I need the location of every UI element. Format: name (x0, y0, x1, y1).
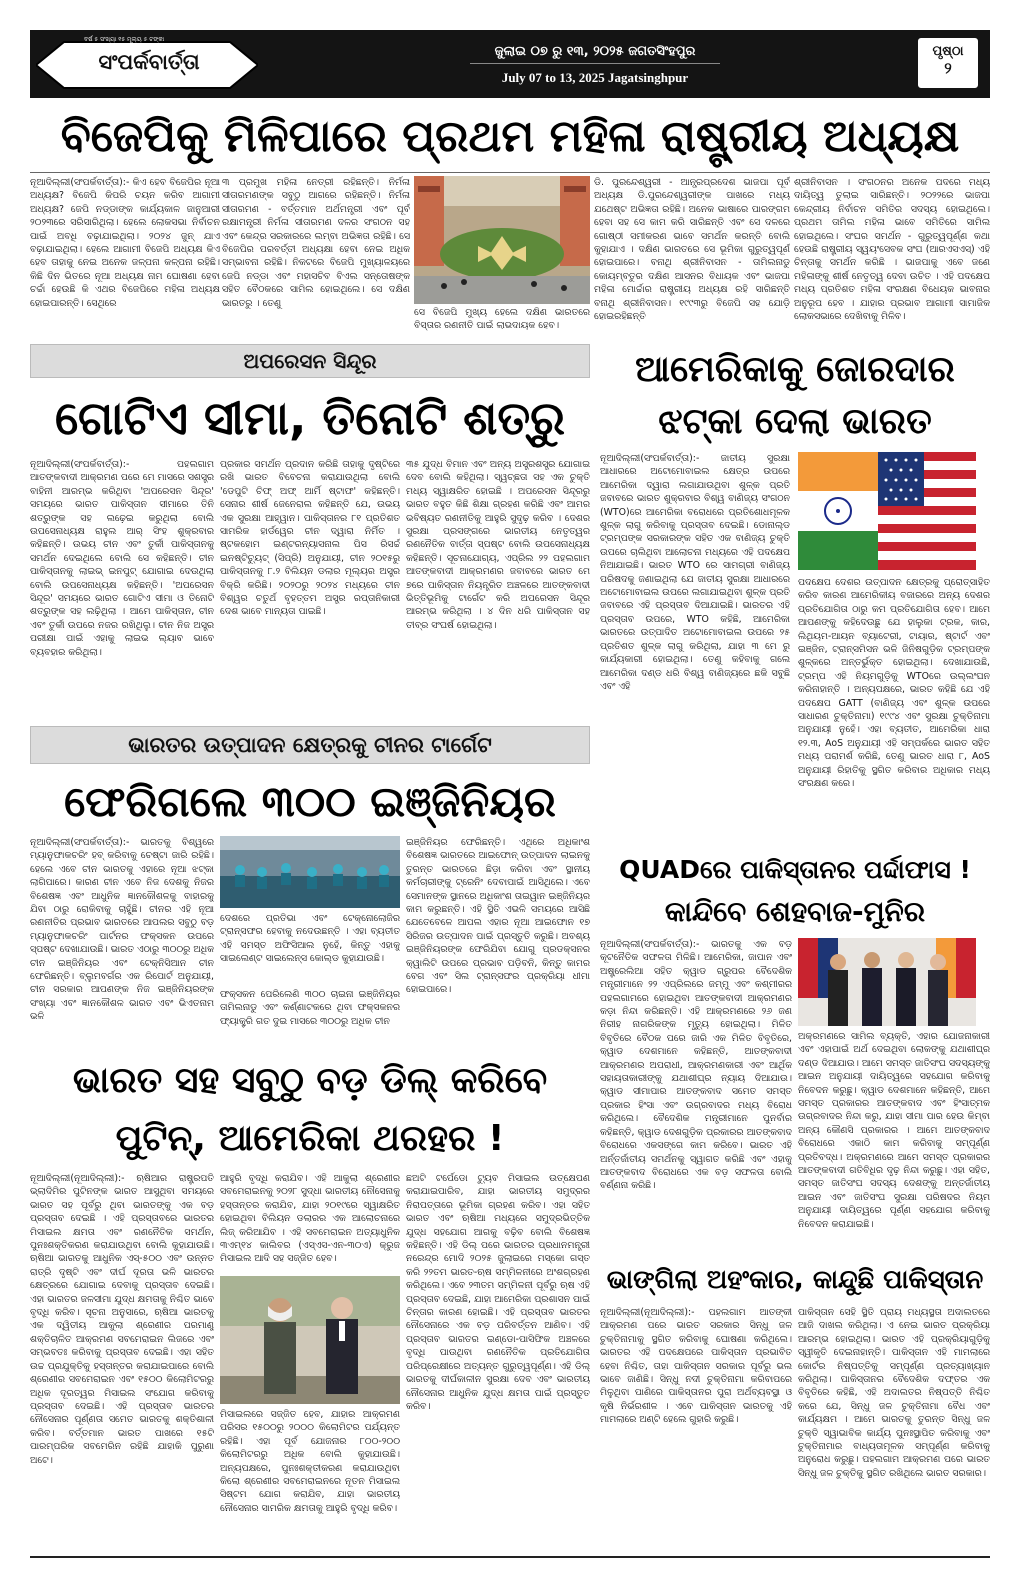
sindoor-headline: ଗୋଟିଏ ସୀମା, ତିନୋଟି ଶତ୍ରୁ (54, 391, 566, 445)
issue-date-english: July 07 to 13, 2025 Jagatsinghpur (501, 70, 689, 85)
lead-column-4: ଡି. ପୁରନ୍ଦେଶ୍ୱରୀ - ଆନ୍ଧ୍ରପ୍ରଦେଶ ଭାଜପା ପୂର୍ବ ଅଧ୍ୟକ୍ଷ ଡି.ପୁରନ୍ଦେଶ୍ୱରୀଙ୍କ ପାଖରେ ମଧ୍ୟ ଯଥେଷ୍ଟ ଅଭିଜ୍ଞତା ରହିଛି। ଅନେକ ଭାଷାରେ ପାରଙ୍ଗମ ହେବା ସହ ସେ କାମ କରି ସାରିଛନ୍ତି ଏବଂ ସେ ଦଳରେ ଗୋଷ୍ଠୀ ସମୀକରଣ ଭାବେ ସମର୍ଥନ କରନ୍ତି ବୋଲି କୁହାଯାଏ । ଦକ୍ଷିଣ ଭାରତରେ ସେ ଭୂମିକା ଗୁରୁତ୍ୱପୂର୍ଣ ହୋଇପାରେ। ବନାଥି ଶ୍ରୀନିବାସନ - ତାମିଲନାଡୁ କୋୟମ୍ବତୁର ଦକ୍ଷିଣ ଆସନର ବିଧାୟକ ଏବଂ ଭାଜପା ମହିଳା ମୋର୍ଚ୍ଚାର ରାଷ୍ଟ୍ରୀୟ ଅଧ୍ୟକ୍ଷ ରହି ସାରିଛନ୍ତି ବନାଥି ଶ୍ରୀନିବାସନ। ୧୯୯୩ରୁ ବିଜେପି ସହ ଯୋଡ଼ି ହୋଇରହିଛନ୍ତି (594, 177, 790, 323)
quad-column-2: ଅକ୍ରମଣରେ ସାମିଲ ବ୍ୟକ୍ତି, ଏହାର ଯୋଜନାକାରୀ ଏବଂ ଏହାପାଇଁ ଅର୍ଥ ଦେଇଥିବା ଲୋକଙ୍କୁ ଯଥାଶୀଘ୍ର ଦଣ୍ଡ ଦିଆଯାଉ। ଆମେ ସମସ୍ତ ଜାତିସଂଘ ସଦସ୍ୟଙ୍କୁ ଆଇନ ଅନୁଯାୟୀ ଦାୟିତ୍ୱରେ ସହଯୋଗ କରିବାକୁ ନିବେଦନ କରୁଛୁ। କ୍ୱାଡ ଦେଶମାନେ କହିଛନ୍ତି, ଆମେ ସମସ୍ତ ପ୍ରକାରର ଆତଙ୍କବାଦ ଏବଂ ହିଂସାତ୍ମକ ଉଗ୍ରବାଦର ନିନ୍ଦା କରୁ, ଯାହା ସୀମା ପାର ହେଉ କିମ୍ବା ଅନ୍ୟ କୌଣସି ପ୍ରକାରର । ଆମେ ଆତଙ୍କବାଦ ବିରୋଧରେ ଏକାଠି କାମ କରିବାକୁ ସମ୍ପୂର୍ଣ୍ଣ ପ୍ରତିବଦ୍ଧ। ଅକ୍ରମଣରେ ଆମେ ସମସ୍ତ ପ୍ରକାରର ଆତଙ୍କବାଦୀ ଗତିବିଧିର ଦୃଢ଼ ନିନ୍ଦା କରୁଛୁ। ଏହା ସହିତ, ସମସ୍ତ ଜାତିସଂଘ ସଦସ୍ୟ ଦେଶଙ୍କୁ ଅନ୍ତର୍ଜାତୀୟ ଆଇନ ଏବଂ ଜାତିସଂଘ ସୁରକ୍ଷା ପରିଷଦର ନିୟମ ଅନୁଯାୟୀ ଦାୟିତ୍ୱରେ ପୂର୍ଣ୍ଣ ସହଯୋଗ କରିବାକୁ ନିବେଦନ କରାଯାଇଛି। (798, 1031, 990, 1230)
sindoor-band: ଅପରେସନ ସିନ୍ଦୂର (30, 344, 590, 378)
pakistan-column-1: ନୂଆଦିଲ୍ଲୀ(ନୂଆଦିଲ୍ଲୀ):- ପହଲଗାମ ଆତଙ୍କୀ ଆକ୍ରମଣ ପରେ ଭାରତ ସରକାର ସିନ୍ଧୁ ଜଳ ଚୁକ୍ତିନାମାକୁ ସ୍ଥଗିତ କରିବାକୁ ଘୋଷଣା କରିଥିଲେ। ଭାରତର ଏହି ପଦକ୍ଷେପରେ ପାକିସ୍ତାନ ପ୍ରଭାବିତ ହେବା ନିଶ୍ଚିତ, ତାହା ପାକିସ୍ତାନ ସରକାର ପୂର୍ବରୁ ଭଲ ଭାବେ ଜାଣିଛି। ସିନ୍ଧୁ ନଦୀ ଚୁକ୍ତିନାମା କରିବାପରେ ମିଳୁଥିବା ପାଣିରେ ପାକିସ୍ତାନର ପୁରା ଅର୍ଥବ୍ୟବସ୍ଥା ଓ କୃଷି ନିର୍ଭରଶୀଳ । ଏବେ ପାକିସ୍ତାନ ଭାରତକୁ ଏହି ମାମଲାରେ ଅଣ୍ଟି ହେଲେ ଗୁହାରି କରୁଛି। (600, 1307, 792, 1426)
india-usa-flags-photo (798, 452, 976, 570)
modi-putin-illustration (220, 1276, 400, 1404)
sindoor-column-2: ପ୍ରକାର ସମର୍ଥନ ପ୍ରଦାନ କରିଛି ତାହାକୁ ଦୃଷ୍ଟିରେ ରଖି ଭାରତ ବିବେଚନା କରାଯାଉଥିଲା ବୋଲି 'ଡେପୁଟି ଚିଫ୍ ଅଫ୍ ଆର୍ମି ଷ୍ଟାଫ' କହିଛନ୍ତି। ସେନାର ଶୀର୍ଷ ଜେନେରାଲ କହିଛନ୍ତି ଯେ, ଉଭୟ ଏକ ସୁରକ୍ଷା ଆହ୍ୱାନ। ପାକିସ୍ତାନର ୮୧ ପ୍ରତିଶତ ସାମରିକ ହାର୍ଡୱେର ଚୀନ ଦ୍ୱାରା ନିର୍ମିତ । ଷ୍ଟକହୋମ ଇଣ୍ଟରନ୍ୟାସନାଲ ପିସ ରିସର୍ଚ୍ଚ ଇନଷ୍ଟିଚ୍ୟୁଟ୍ (ସିପ୍ରି) ଅନୁଯାୟୀ, ଚୀନ ୨୦୧୫ରୁ ପାକିସ୍ତାନକୁ ୮.୨ ବିଲିୟନ ଡଲାର ମୂଲ୍ୟର ଅସ୍ତ୍ର ବିକ୍ରି କରିଛି। ୨୦୨୦ରୁ ୨୦୨୪ ମଧ୍ୟରେ ଚୀନ ବିଶ୍ୱର ଚତୁର୍ଥ ବୃହତ୍ତମ ଅସ୍ତ୍ର ରପ୍ତାନିକାରୀ ଦେଶ ଭାବେ ମାନ୍ୟତା ପାଇଛି। (220, 459, 400, 618)
quad-column-1: ନୂଆଦିଲ୍ଲୀ(ସଂପର୍କବାର୍ତ୍ତା):- ଭାରତକୁ ଏକ ବଡ଼ କୂଟନୈତିକ ସଫଳତା ମିଳିଛି। ଆମେରିକା, ଜାପାନ ଏବଂ ଅଷ୍ଟ୍ରେଲିଆ ସହିତ କ୍ୱାଡ ଗ୍ରୁପର ବୈଦେଶିକ ମନ୍ତ୍ରୀମାନେ ୨୨ ଏପ୍ରିଲରେ ଜମ୍ମୁ ଏବଂ କଶ୍ମୀରର ପହଲଗାମରେ ହୋଇଥିବା ଆତଙ୍କବାଦୀ ଆକ୍ରମଣର କଡ଼ା ନିନ୍ଦା କରିଛନ୍ତି। ଏହି ଆକ୍ରମଣରେ ୨୬ ଜଣ ନିରୀହ ନାଗରିକଙ୍କ ମୃତ୍ୟୁ ହୋଇଥିଲା। ମିଳିତ ବିବୃତିରେ ବୈଠକ ପରେ ଜାରି ଏକ ମିଳିତ ବିବୃତିରେ, କ୍ୱାଡ ଦେଶମାନେ କହିଛନ୍ତି, ଆତଙ୍କବାଦୀ ଆକ୍ରମଣର ଅପରାଧୀ, ଆକ୍ରମଣକାରୀ ଏବଂ ଆର୍ଥିକ ସହାୟତାକାରୀଙ୍କୁ ଯଥାଶୀଘ୍ର ନ୍ୟାୟ ଦିଆଯାଉ। କ୍ୱାଡ ସୀମାପାର ଆତଙ୍କବାଦ ସମେତ ସମସ୍ତ ପ୍ରକାର ହିଂସା ଏବଂ ଉଗ୍ରବାଦର ମଧ୍ୟ ବିରୋଧ କରିଥିଲେ। ବୈଦେଶିକ ମନ୍ତ୍ରୀମାନେ ପୁନର୍ବାର କହିଛନ୍ତି, କ୍ୱାଡ ଦେଶଗୁଡ଼ିକ ପ୍ରକାରର ଆତଙ୍କବାଦ ବିରୋଧରେ ଏକସଙ୍ଗେ କାମ କରିବେ। ଭାରତ ଏହି ଅର୍ନ୍ତର୍ଜାତୀୟ ସମର୍ଥନକୁ ସ୍ୱାଗତ କରିଛି ଏବଂ ଏହାକୁ ଆତଙ୍କବାଦ ବିରୋଧରେ ଏକ ବଡ଼ ସଫଳତା ବୋଲି ବର୍ଣ୍ଣନା କରିଛି। (600, 939, 792, 1192)
engineer-column-2: ଫକ୍ସକନ ପେରିଲେଣି ୩୦୦ ଚାଇନା ଇଞ୍ଜିନିୟର ତାମିଲନାଡୁ ଏବଂ କର୍ଣ୍ଣାଟକରେ ଥିବା ଫକ୍ସକନର ଫ୍ୟାକ୍ଟ୍ରି ଗତ ଦୁଇ ମାସରେ ୩୦୦ରୁ ଅଧିକ ଚୀନ (220, 989, 400, 1027)
quad-headline-line1: QUADରେ ପାକିସ୍ତାନର ପର୍ଦ୍ଦାଫାସ ! (619, 855, 971, 884)
logo-tagline: ବର୍ଷ ୫ ସଂଖ୍ୟା ୧୫ ମୂଲ୍ୟ ୫ ଟଙ୍କା (84, 36, 165, 43)
sindoor-column-1: ନୂଆଦିଲ୍ଲୀ(ସଂପର୍କବାର୍ତ୍ତା):- ପହଲଗାମ ଆତଙ୍କବାଦୀ ଆକ୍ରମଣ ପରେ ମେ ମାସରେ ସଶସ୍ତ୍ର ବାହିନୀ ଆରମ୍ଭ କରିଥିବା 'ଅପରେସନ ସିନ୍ଦୂର' ସମୟରେ ଭାରତ ପାକିସ୍ତାନ ସୀମାରେ ତିନି ଶତ୍ରୁଙ୍କ ସହ ଲଢ଼େଇ କରୁଥିଲା ବୋଲି ଉପସେନାଧ୍ୟକ୍ଷ ରାହୁଲ ଆର୍ ସିଂହ ଶୁକ୍ରବାର କହିଛନ୍ତି। ଉଭୟ ଚୀନ ଏବଂ ତୁର୍କୀ ପାକିସ୍ତାନକୁ ସମର୍ଥନ ଦେଇଥିଲେ ବୋଲି ସେ କହିଛନ୍ତି। ଚୀନ ପାକିସ୍ତାନକୁ ଲାଇଭ୍ ଇନପୁଟ୍ ଯୋଗାଇ ଦେଉଥିଲା ବୋଲି ଉପସେନାଧ୍ୟକ୍ଷ କହିଛନ୍ତି। 'ଅପରେସନ ସିନ୍ଦୂର' ସମୟରେ ଭାରତ ଗୋଟିଏ ସୀମା ଓ ତିନୋଟି ଶତ୍ରୁଙ୍କ ସହ ଲଢ଼ିଥିଲା । ଆମେ ପାକିସ୍ତାନ, ଚୀନ ଏବଂ ତୁର୍କୀ ଉପରେ ନଜର ରଖିଥିଲୁ। ଚୀନ ନିଜ ଅସ୍ତ୍ର ପରୀକ୍ଷା ପାଇଁ ଏହାକୁ ଲାଇଭ ଲ୍ୟାବ ଭାବେ ବ୍ୟବହାର କରିଥିଲା। (30, 459, 214, 658)
sindoor-column-3: ୩୫ ଯୁଦ୍ଧ ବିମାନ ଏବଂ ଅନ୍ୟ ଅସ୍ତ୍ରଶସ୍ତ୍ର ଯୋଗାଇ ଦେବ ବୋଲି କହିଥିଲା। ସ୍ୱଚ୍ଛତା ସହ ଏକ ଚୁକ୍ତି ମଧ୍ୟ ସ୍ୱାକ୍ଷରିତ ହୋଇଛି । ଅପରେସନ ସିନ୍ଦୂରରୁ ଭାରତ ବହୁତ କିଛି ଶିକ୍ଷା ଗ୍ରହଣ କରିଛି ଏବଂ ଆମର ଭବିଷ୍ୟତ ରଣନୀତିକୁ ଆହୁରି ସୁଦୃଢ଼ କରିବ । ଦେଶର ସୁରକ୍ଷା ପ୍ରସଙ୍ଗରେ ଭାରତୀୟ ନେତୃତ୍ୱର ରଣନୈତିକ ବାର୍ତ୍ତା ସ୍ପଷ୍ଟ ବୋଲି ଉପସେନାଧ୍ୟକ୍ଷ କହିଛନ୍ତି। ସୂଚନାଯୋଗ୍ୟ, ଏପ୍ରିଲ ୨୨ ପହଲଗାମ ଆତଙ୍କବାଦୀ ଆକ୍ରମଣର ଜବାବରେ ଭାରତ ମେ ୭ରେ ପାକିସ୍ତାନ ନିୟନ୍ତ୍ରିତ ଅଞ୍ଚଳରେ ଆତଙ୍କବାଦୀ ଭିତ୍ତିଭୂମିକୁ ଟାର୍ଗେଟ କରି ଅପରେସନ ସିନ୍ଦୂର ଆରମ୍ଭ କରିଥିଲା । ୪ ଦିନ ଧରି ପାକିସ୍ତାନ ସହ ତୀବ୍ର ସଂଘର୍ଷ ହୋଇଥିଲା। (406, 459, 590, 631)
america-headline-line1: ଆମେରିକାକୁ ଜୋରଦାର (635, 349, 955, 390)
lead-column-5: ଶ୍ରୀନିବାସନ । ସଂଗଠନର ଅନେକ ପଦରେ ମଧ୍ୟ ଦାୟିତ୍ୱ ତୁଲାଇ ସାରିଛନ୍ତି। ୨୦୨୨ରେ ଭାଜପା କେନ୍ଦ୍ରୀୟ ନିର୍ବାଚନ ସମିତିର ସଦସ୍ୟ ହୋଇଥିଲେ। ପ୍ରଥମ ତାମିଲ ମହିଳା ଭାବେ ସମିତିରେ ସାମିଲ ହୋଇଥିଲେ। ସଂଘର ସମର୍ଥନ - ଗୁରୁତ୍ୱପୂର୍ଣ୍ଣ କଥା ହେଉଛି ରାଷ୍ଟ୍ରୀୟ ସ୍ୱୟଂସେବକ ସଂଘ (ଆରଏସଏସ୍) ଏହି ଚିନ୍ତାକୁ ସମର୍ଥନ କରିଛି । ଭାଜପାକୁ ଏବେ ଜଣେ ମହିଳାଙ୍କୁ ଶୀର୍ଷ ନେତୃତ୍ୱ ଦେବା ଉଚିତ । ଏହି ପଦକ୍ଷେପ ମଧ୍ୟ ପ୍ରତିଶତ ମହିଳା ସଂରକ୍ଷଣ ବିଧେୟକ ଭାବନାର ଅନୁରୂପ ହେବ । ଯାହାର ପ୍ରଭାବ ଆଗାମୀ ସାମାଜିକ ଲୋକସଭାରେ ଦେଖିବାକୁ ମିଳିବ। (794, 177, 990, 323)
quad-ministers-photo (798, 938, 976, 1026)
date-divider (470, 63, 720, 64)
quad-ministers-illustration (798, 938, 976, 1026)
engineer-headline: ଫେରିଗଲେ ୩୦୦ ଇଞ୍ଜିନିୟର (64, 777, 556, 826)
america-column-2: ପଦକ୍ଷେପ ଦେଶର ଉତ୍ପାଦନ କ୍ଷେତ୍ରକୁ ପ୍ରୋତ୍ସାହିତ କରିବ କାରଣ ଆମେରିକୀୟ ବଜାରରେ ଅନ୍ୟ ଦେଶର ପ୍ରତିଯୋଗିତା ଠାରୁ କମ ପ୍ରତିଯୋଗିତା ହେବ। ଆମେ ଆପଣଙ୍କୁ କହିଦେଉଛୁ ଯେ ହାଲୁକା ଟ୍ରକ, କାର, ଲିଥିୟମ-ଆୟନ ବ୍ୟାଟେରୀ, ଟାୟାର, ଷ୍ଟାର୍ଟ ଏବଂ ଇଞ୍ଜିନ, ଟ୍ରାନ୍ସମିସନ ଭଳି ଜିନିଷଗୁଡ଼ିକ ଟ୍ରମ୍ପଙ୍କ ଶୁଳ୍କରେ ଅନ୍ତର୍ଭୁକ୍ତ ହୋଇଥିଲା। ଦେଖାଯାଉଛି, ଟ୍ରମ୍ପ ଏହି ନିୟମଗୁଡ଼ିକୁ WTOରେ ଉଲ୍ଲଂଘନ କରିନାହାନ୍ତି । ଅନ୍ୟପକ୍ଷରେ, ଭାରତ କହିଛି ଯେ ଏହି ପଦକ୍ଷେପ GATT (ବାଣିଜ୍ୟ ଏବଂ ଶୁଳ୍କ ଉପରେ ସାଧାରଣ ଚୁକ୍ତିନାମା) ୧୯୯୪ ଏବଂ ସୁରକ୍ଷା ଚୁକ୍ତିନାମା ଅନୁଯାୟୀ ନୁହେଁ। ଏହା ବ୍ୟତୀତ, ଆମେରିକା ଧାରା ୧୨.୩, AoS ଅନୁଯାୟୀ ଏହି ସମ୍ପର୍କରେ ଭାରତ ସହିତ ମଧ୍ୟ ପରାମର୍ଶ କରିଛି, ତେଣୁ ଭାରତ ଧାରା ୮, AoS ଅନୁଯାୟୀ ରିହାତିକୁ ସ୍ଥଗିତ କରିବାର ଅଧିକାର ମଧ୍ୟ ସଂରକ୍ଷଣ କରେ। (798, 577, 990, 790)
issue-date-odia: ଜୁଲାଇ ୦୭ ରୁ ୧୩, ୨୦୨୫ ଜଗତସିଂହପୁର (494, 44, 696, 59)
putin-column-1: ନୂଆଦିଲ୍ଲୀ(ନୂଆଦିଲ୍ଲୀ):- ଋଷିଆର ରାଷ୍ଟ୍ରପତି ଭ୍ଲାଦିମିର ପୁଟିନଙ୍କ ଭାରତ ଆସୁଥିବା ସମୟରେ ଭାରତ ସହ ପୂର୍ବରୁ ଥିବା ଭାରତଙ୍କୁ ଏକ ବଡ଼ ପ୍ରସ୍ତାବ ଦେଇଛି । ଏହି ପ୍ରସ୍ତାବରେ ଭାରତର ମିସାଇଲ କ୍ଷମତା ଏବଂ ରଣନୈତିକ ସମର୍ଥନ, ପୁନଃଶକ୍ତିକରଣ କରାଯାଉଥିବା ବୋଲି କୁହାଯାଉଛି। ଋଷିଆ ଭାରତକୁ ଆଧୁନିକ ଏସ୍-୫୦୦ ଏବଂ ଉନ୍ନତ ରାତ୍ରି ଦୃଷ୍ଟି ଏବଂ ଦୀର୍ଘ ଦୂରତା ଭଳି ଭାରତର କ୍ଷେତ୍ରରେ ଯୋଗାଇ ଦେବାକୁ ପ୍ରସ୍ତାବ ଦେଇଛି। ଏହା ଭାରତର ଜଳସୀମା ଯୁଦ୍ଧ କ୍ଷମତାକୁ ନିଶ୍ଚିତ ଭାବେ ବୃଦ୍ଧି କରିବ। ସୂଚନା ଅନୁସାରେ, ଋଷିଆ ଭାରତକୁ ଏକ ଦ୍ୱିତୀୟ ଆକୁଲା ଶ୍ରେଣୀର ପରମାଣୁ ଶକ୍ତିଚାଳିତ ଆକ୍ରମଣ ସବମେରାଇନ ଲିଜରେ ଏବଂ ସମ୍ଭବତଃ କରିବାକୁ ପ୍ରସ୍ତାବ ଦେଇଛି। ଏହା ସହିତ ଉଚ୍ଚ ପ୍ରଯୁକ୍ତିକୁ ହସ୍ତାନ୍ତର କରାଯାଇପାରେ ବୋଲି ଶ୍ରେଣୀର ସବମେରାଇନ ଏବଂ ୧୫୦୦ କିଲୋମିଟରରୁ ଅଧିକ ଦୂରତ୍ୱର ମିସାଇଲ ସଂଯୋଗ କରିବାକୁ ପ୍ରସ୍ତାବ ଦେଇଛି। ଏହି ପ୍ରସ୍ତାବ ଭାରତର ନୌସେନାର ପୂର୍ଣ୍ଣତା ସମେତ ଭାରତକୁ ଶକ୍ତିଶାଳୀ କରିବ। ବର୍ତ୍ତମାନ ଭାରତ ପାଖରେ ୧୫ଟି ପାରମ୍ପରିକ ସବମେରିନ ରହିଛି ଯାହାକି ପୁରୁଣା ଅଟେ। (30, 1173, 214, 1466)
pakistan-headline: ଭାଙ୍ଗିଲା ଅହଂକାର, କାନ୍ଦୁଛି ପାକିସ୍ତାନ (606, 1265, 984, 1295)
flags-illustration (798, 452, 976, 570)
footer-rule (30, 1556, 990, 1558)
lead-column-1: ନୂଆଦିଲ୍ଲୀ(ସଂପର୍କବାର୍ତ୍ତା):- କିଏ ହେବ ବିଜେପିର ନୂଆ ଅଧ୍ୟକ୍ଷ? ବିଜେପି କିପରି ଚୟନ କରିବ ଆଗାମୀ ଅଧ୍ୟକ୍ଷ? ଜେପି ନଡ୍ଡାଙ୍କ କାର୍ଯ୍ୟକାଳ ଜାନୁଆରୀ ୨୦୨୩ରେ ସରିସାରିଥିଲା। ହେଲେ ଲୋକସଭା ନିର୍ବାଚନ ପାଇଁ ଅବଧି ବଢ଼ାଯାଇଥିଲା। ୨୦୨୪ ଜୁନ୍ ଯାଏ ବଢ଼ାଯାଇଥିଲା। ହେଲେ ଆଗାମୀ ବିଜେପି ଅଧ୍ୟକ୍ଷ କିଏ ହେବ ତାହାକୁ ନେଇ ଅନେକ ଜଳ୍ପନା କଳ୍ପନା ରହିଛି। କିଛି ଦିନ ଭିତରେ ନୂଆ ଅଧ୍ୟକ୍ଷ ନାମ ଘୋଷଣା ହେବା ଚର୍ଚ୍ଚା ହେଉଛି କି ଏଥର ବିଜେପିରେ ମହିଳା ଅଧ୍ୟକ୍ଷ ହୋଇପାରନ୍ତି। ସେଥିରେ (30, 177, 220, 309)
modi-putin-photo (220, 1276, 400, 1404)
factory-photo (220, 836, 400, 908)
putin-column-2: ଆହୁରି ବୃଦ୍ଧି କରାଯିବ। ଏହି ଆକୁଲା ଶ୍ରେଣୀର ସବମେରାଇନକୁ ୨୦୨୮ ସୁଦ୍ଧା ଭାରତୀୟ ନୌସେନାକୁ ହସ୍ତାନ୍ତର କରାଯିବ, ଯାହା ୨୦୧୯ରେ ସ୍ୱାକ୍ଷରିତ ହୋଇଥିବା ବିଲିୟନ ଡଲାରର ଏକ ଆଲୋଚନାରେ ଲିଜ୍ କରିଆଯିବ । ଏହି ସବମେରାଇନ ଅତ୍ୟାଧୁନିକ ୩ଏମ୍୧୪ କାଲିବର (ଏସ୍ଏସ-ଏନ-୩୦ଏ) କ୍ରୁଜ ମିସାଇଲ ଆଦି ସହ ସଜ୍ଜିତ ହେବ। (220, 1173, 400, 1265)
engineer-band: ଭାରତର ଉତ୍ପାଦନ କ୍ଷେତ୍ରକୁ ଚୀନର ଟାର୍ଗେଟ (30, 726, 590, 764)
lead-headline: ବିଜେପିକୁ ମିଳିପାରେ ପ୍ରଥମ ମହିଳା ରାଷ୍ଟ୍ରୀୟ ଅଧ୍ୟକ୍ଷ (60, 111, 960, 162)
america-headline-line2: ଝଟ୍‌କା ଦେଲା ଭାରତ (658, 401, 932, 442)
factory-illustration (220, 836, 400, 908)
lead-photo-caption: ସେ ବିଜେପି ମୁଖ୍ୟ ହେଲେ ଦକ୍ଷିଣ ଭାରତରେ ବିସ୍ତାର ରଣନୀତି ପାଇଁ ଲାଭଦାୟକ ହେବ। (414, 307, 590, 332)
parliament-illustration (414, 176, 590, 304)
page-label: ପୃଷ୍ଠା (932, 44, 964, 59)
quad-headline-line2: କାନ୍ଦିବେ ଶେହବାଜ-ମୁନିର (664, 895, 926, 928)
lead-divider (30, 172, 990, 173)
putin-column-3: ଛଅଟି ଟର୍ପେଡୋ ଟ୍ୟୁବ ମିସାଇଲ ଉତ୍କ୍ଷେପଣ କରାଯାଇପାରିବ, ଯାହା ଭାରତୀୟ ସମୁଦ୍ରର ନିରାପତ୍ତାରେ ଭୂମିକା ଗ୍ରହଣ କରିବ। ଏହା ସହିତ ଭାରତ ଏବଂ ଋଷିଆ ମଧ୍ୟରେ ସମୁଦ୍ରଭିତ୍ତିକ ଯୁଦ୍ଧ ସହଯୋଗ ଆଗକୁ ବଢ଼ିବ ବୋଲି ବିଶେଷଜ୍ଞ କହିଛନ୍ତି। ଏହି ଡିଲ୍ ପରେ ଭାରତର ପ୍ରଧାନମନ୍ତ୍ରୀ ନରେନ୍ଦ୍ର ମୋଦି ୨୦୨୫ ଜୁଲାଇରେ ମସ୍କୋ ଗସ୍ତ କରି ୨୨ତମ ଭାରତ-ଋଷ ସମ୍ମିଳନୀରେ ଅଂଶଗ୍ରହଣ କରିଥିଲେ। ଏବେ ୨୩ତମ ସମ୍ମିଳନୀ ପୂର୍ବରୁ ଋଷ ଏହି ପ୍ରସ୍ତାବ ଦେଇଛି, ଯାହା ଆମେରିକା ପ୍ରଶାସନ ପାଇଁ ଚିନ୍ତାର କାରଣ ହୋଇଛି। ଏହି ପ୍ରସ୍ତାବ ଭାରତର ନୌସେନାରେ ଏକ ବଡ଼ ପରିବର୍ତ୍ତନ ଆଣିବ। ଏହି ପ୍ରସ୍ତାବ ଭାରତର ଇଣ୍ଡୋ-ପାସିଫିକ ଅଞ୍ଚଳରେ ବୃଦ୍ଧି ପାଉଥିବା ରଣନୈତିକ ପ୍ରତିଯୋଗିତା ପରିପ୍ରେକ୍ଷୀରେ ଅତ୍ୟନ୍ତ ଗୁରୁତ୍ୱପୂର୍ଣ୍ଣ। ଏହି ଡିଲ୍ ଭାରତକୁ ଦୀର୍ଘକାଳୀନ ସୁରକ୍ଷା ଦେବ ଏବଂ ଭାରତୀୟ ନୌସେନାର ଆଧୁନିକ ଯୁଦ୍ଧ କ୍ଷମତା ପାଇଁ ପ୍ରସ୍ତୁତ କରିବ। (406, 1173, 590, 1412)
putin-headline-line2: ପୁଟିନ୍, ଆମେରିକା ଥରହର ! (115, 1118, 505, 1159)
engineer-column-1: ନୂଆଦିଲ୍ଲୀ(ସଂପର୍କବାର୍ତ୍ତା):- ଭାରତକୁ ବିଶ୍ୱରେ ମ୍ୟାନୁଫାକଚରିଂ ହବ୍ କରିବାକୁ ଚେଷ୍ଟା ଜାରି ରହିଛି। ହେଲେ ଏବେ ଚୀନ ଭାରତକୁ ଏହାରେ ନୂଆ ଝଟ୍‌କା ଲାଗିପାରେ। କାରଣ ଚୀନ ଏବେ ନିଜ ଦେଶକୁ ନିଜର ବିଶେଷଜ୍ଞ ଏବଂ ଆଧୁନିକ ଜ୍ଞାନକୌଶଳକୁ ବାହାରକୁ ଯିବା ଠାରୁ ରୋକିବାକୁ ଚାହୁଁଛି। ଚୀନର ଏହି ନୂଆ ରଣନୀତିର ପ୍ରଭାବ ଭାରତରେ ଆପଲର ସବୁଠୁ ବଡ଼ ମ୍ୟାନୁଫାକଚରିଂ ପାର୍ଟନର ଫକ୍ସକନ ଉପରେ ସ୍ପଷ୍ଟ ଦେଖାଯାଉଛି। ଭାରତ ଏଠାରୁ ୩୦୦ରୁ ଅଧିକ ଚୀନ ଇଞ୍ଜିନିୟର ଏବଂ ଟେକ୍ନିସିଆନ ଚୀନ ଫେରିଛନ୍ତି। ବ୍ଲୁମବର୍ଗର ଏକ ରିପୋର୍ଟ ଅନୁଯାୟୀ, ଚୀନ ସରକାର ଆପଣଙ୍କ ନିଜ ଇଞ୍ଜିନିୟରଙ୍କ ସଂଖ୍ୟା ଏବଂ ଜ୍ଞାନକୌଶଳ ଭାରତ ଏବଂ ଭିଏତନାମ ଭଳି (30, 837, 214, 1023)
masthead-logo (36, 36, 258, 90)
logo-text: ସଂପର୍କବାର୍ତ୍ତା (98, 50, 200, 74)
america-column-1: ନୂଆଦିଲ୍ଲୀ(ସଂପର୍କବାର୍ତ୍ତା):- ଜାତୀୟ ସୁରକ୍ଷା ଆଧାରରେ ଅଟୋମୋବାଇଲ କ୍ଷେତ୍ର ଉପରେ ଆମେରିକା ଦ୍ୱାରା ଲଗାଯାଉଥିବା ଶୁଳ୍କ ପ୍ରତି ଜବାବରେ ଭାରତ ଶୁକ୍ରବାର ବିଶ୍ୱ ବାଣିଜ୍ୟ ସଂଗଠନ (WTO)ରେ ଆମେରିକା ବରୋଧରେ ପ୍ରତିଶୋଧମୂଳକ ଶୁଳ୍କ ଲାଗୁ କରିବାକୁ ପ୍ରସ୍ତାବ ଦେଇଛି। ଡୋନାଲ୍ଡ ଟ୍ରମ୍ପଙ୍କ ସରକାରଙ୍କ ସହିତ ଏକ ବାଣିଜ୍ୟ ଚୁକ୍ତି ଉପରେ ଚାଲିଥିବା ଆଲୋଚନା ମଧ୍ୟରେ ଏହି ପଦକ୍ଷେପ ନିଆଯାଇଛି। ଭାରତ WTO ରେ ସାମଗ୍ରୀ ବାଣିଜ୍ୟ ପରିଷଦକୁ ଜଣାଇଥିଲା ଯେ ଜାତୀୟ ସୁରକ୍ଷା ଆଧାରରେ ଅଟୋମୋବାଇଲ ଉପରେ ଲଗାଯାଇଥିବା ଶୁଳ୍କ ପ୍ରତି ଜବାବରେ ଏହି ପ୍ରସ୍ତାବ ଦିଆଯାଇଛି। ଭାରତର ଏହି ପ୍ରସ୍ତାବ ଉପରେ, WTO କହିଛି, ଆମେରିକା ଭାରତରେ ଉତ୍ପାଦିତ ଅଟୋମୋବାଇଲ ଉପରେ ୨୫ ପ୍ରତିଶତ ଶୁଳ୍କ ଲାଗୁ କରିଥିଲା, ଯାହା ୩ ମେ ରୁ କାର୍ଯ୍ୟକାରୀ ହୋଇଥିଲା। ତେଣୁ କହିବାକୁ ଗଲେ ଆମେରିକା ଦଣ୍ଡ ଧରି ବିଶ୍ୱ ବାଣିଜ୍ୟରେ ଛକି ସବୁଛି ଏବଂ ଏହି (600, 453, 790, 692)
lead-column-2: ୩ ପ୍ରମୁଖ ମହିଳା ନେତ୍ରୀ ରହିଛନ୍ତି। ନିର୍ମଳା ସୀତାରମଣଙ୍କ ସବୁଠୁ ଆଗରେ ରହିଛନ୍ତି। ନିର୍ମଳା ସୀତାରମଣ - ବର୍ତ୍ତମାନ ଅର୍ଥମନ୍ତ୍ରୀ ଏବଂ ପୂର୍ବ ରକ୍ଷାମନ୍ତ୍ରୀ ନିର୍ମଳା ସୀତାରମଣ ଦଳର ସଂଗଠନ ସହ ଏବଂ କେନ୍ଦ୍ର ସରକାରରେ ଲମ୍ବା ଅଭିଜ୍ଞତା ରହିଛି। ସେ ବିଜେପିର ପରବର୍ତ୍ତୀ ଅଧ୍ୟକ୍ଷା ହେବା ନେଇ ଅଧିକ ସମ୍ଭାବନା ରହିଛି। ନିକଟରେ ବିଜେପି ମୁଖ୍ୟାଳୟରେ ଜେପି ନଡ୍ଡା ଏବଂ ମହାସଚିବ ବିଏଲ ସନ୍ତୋଷଙ୍କ ସହିତ ବୈଠକରେ ସାମିଲ ହୋଇଥିଲେ। ସେ ଦକ୍ଷିଣ ଭାରତରୁ । ତେଣୁ (222, 177, 410, 309)
factory-photo-caption: ଦେଶରେ ପ୍ରତିଭା ଏବଂ ଟେକ୍ନୋଲୋଜିର ଟ୍ରାନ୍ସଫର ହେବାକୁ ନଦେଉଛନ୍ତି । ଏହା ବ୍ୟତୀତ ଏହି ସମସ୍ତ ଅଫିସିଆଲ ନୁହେଁ, କିନ୍ତୁ ଏହାକୁ ସାଇଲେଣ୍ଟ ସାଇଲେନ୍ସ କୋଲ୍ଡ କୁହାଯାଉଛି। (220, 913, 400, 965)
putin-column-2-continued: ମିସାଇଲରେ ସଜ୍ଜିତ ହେବ, ଯାହାର ଆକ୍ରମଣ ପରିସର ୧୫୦୦ରୁ ୨୦୦୦ କିଲୋମିଟର ପର୍ଯ୍ୟନ୍ତ ରହିଛି। ଏହା ପୂର୍ବ ଯୋଜନାର ୮୦୦-୨୦୦ କିଲୋମିଟରରୁ ଅଧିକ ବୋଲି କୁହାଯାଉଛି। ଅନ୍ୟପକ୍ଷରେ, ପୁନଃଶକ୍ତୀକରଣ କରାଯାଉଥିବା କିଲୋ ଶ୍ରେଣୀର ସବମେରାଇନରେ ନୂତନ ମିସାଇଲ ସିଷ୍ଟମ ଯୋଗ କରାଯିବ, ଯାହା ଭାରତୀୟ ନୌସେନାର ସାମରିକ କ୍ଷମତାକୁ ଆହୁରି ବୃଦ୍ଧି କରିବ। (220, 1409, 400, 1514)
engineer-column-3: ଇଞ୍ଜିନିୟର ଫେରିଛନ୍ତି। ଏଥିରେ ଅଧିକାଂଶ ବିଶେଷଜ୍ଞ ଭାରତରେ ଆଇଫୋନ୍ ଉତ୍ପାଦନ ଲାଇନକୁ ତୁରନ୍ତ ଭାରତରେ ଛିଡ଼ା କରିବା ଏବଂ ସ୍ଥାନୀୟ କର୍ମଚାରୀଙ୍କୁ ଟ୍ରେନିଂ ଦେବାପାଇଁ ଆସିଥିଲେ। ଏବେ ସେମାନଙ୍କ ସ୍ଥାନରେ ଅଧିକାଂଶ ତାଇୱାନ ଇଞ୍ଜିନିୟର କାମ କରୁଛନ୍ତି। ଏହି ସ୍ଥିତି ଏଭଳି ସମୟରେ ଆସିଛି ଯେତେବେଳେ ଆପଲ ଏହାର ନୂଆ ଆଇଫୋନ ୧୭ ସିରିଜର ଉତ୍ପାଦନ ପାଇଁ ପ୍ରସ୍ତୁତି କରୁଛି। ଅବଶ୍ୟ ଇଞ୍ଜିନିୟରଙ୍କ ଫେରିଯିବା ଯୋଗୁ ପ୍ରଡକ୍ସନର କ୍ୱାଲିଟି ଉପରେ ପ୍ରଭାବ ପଡ଼ିବନି, କିନ୍ତୁ କାମର ବେଗ ଏବଂ ସିଲ ଟ୍ରାନ୍ସଫର ପ୍ରକ୍ରିୟା ଧୀମା ହୋଇପାରେ। (406, 837, 590, 996)
parliament-photo (414, 176, 590, 304)
page-number: ୨ (944, 59, 952, 77)
page-number-box (918, 38, 978, 88)
putin-headline-line1: ଭାରତ ସହ ସବୁଠୁ ବଡ଼ ଡିଲ୍ କରିବେ (72, 1060, 548, 1101)
pakistan-column-2: ପାକିସ୍ତାନ ସେହି ସ୍ଥିତି ପ୍ରାୟ ମଧ୍ୟସ୍ଥତା ଅଦାଲତରେ ଆଜି ଦାଖଲ କରିଥିଲା। ଏ ନେଇ ଭାରତ ପ୍ରକ୍ରିୟା ଆରମ୍ଭ ହୋଇଥିଲା। ଭାରତ ଏହି ପ୍ରକ୍ରିୟାଗୁଡ଼ିକୁ ସ୍ୱୀକୃତି ଦେଇନାହାନ୍ତି। ପାକିସ୍ତାନ ଏହି ମାମଲାରେ କୋର୍ଟର ନିଷ୍ପତ୍ତିକୁ ସମ୍ପୂର୍ଣ୍ଣ ପ୍ରତ୍ୟାଖ୍ୟାନ କରିଥିଲା। ପାକିସ୍ତାନର ବୈଦେଶିକ ଦଫ୍ତର ଏକ ବିବୃତିରେ କହିଛି, ଏହି ଅଦାଲତର ନିଷ୍ପତ୍ତି ନିଶ୍ଚିତ କରେ ଯେ, ସିନ୍ଧୁ ଜଳ ଚୁକ୍ତିନାମା ବୈଧ ଏବଂ କାର୍ଯ୍ୟକ୍ଷମ । ଆମେ ଭାରତକୁ ତୁରନ୍ତ ସିନ୍ଧୁ ଜଳ ଚୁକ୍ତି ସ୍ୱାଭାବିକ କାର୍ଯ୍ୟ ପୁନଃସ୍ଥାପିତ କରିବାକୁ ଏବଂ ଚୁକ୍ତିନାମାର ବାଧ୍ୟତାମୂଳକ ସମ୍ପୂର୍ଣ୍ଣ କରିବାକୁ ଅନୁରୋଧ କରୁଛୁ। ପହଲଗାମ ଆକ୍ରମଣ ପରେ ଭାରତ ସିନ୍ଧୁ ଜଳ ଚୁକ୍ତିକୁ ସ୍ଥଗିତ ରଖିଥିଲେ ଭାରତ ସରକାର। (798, 1307, 990, 1479)
